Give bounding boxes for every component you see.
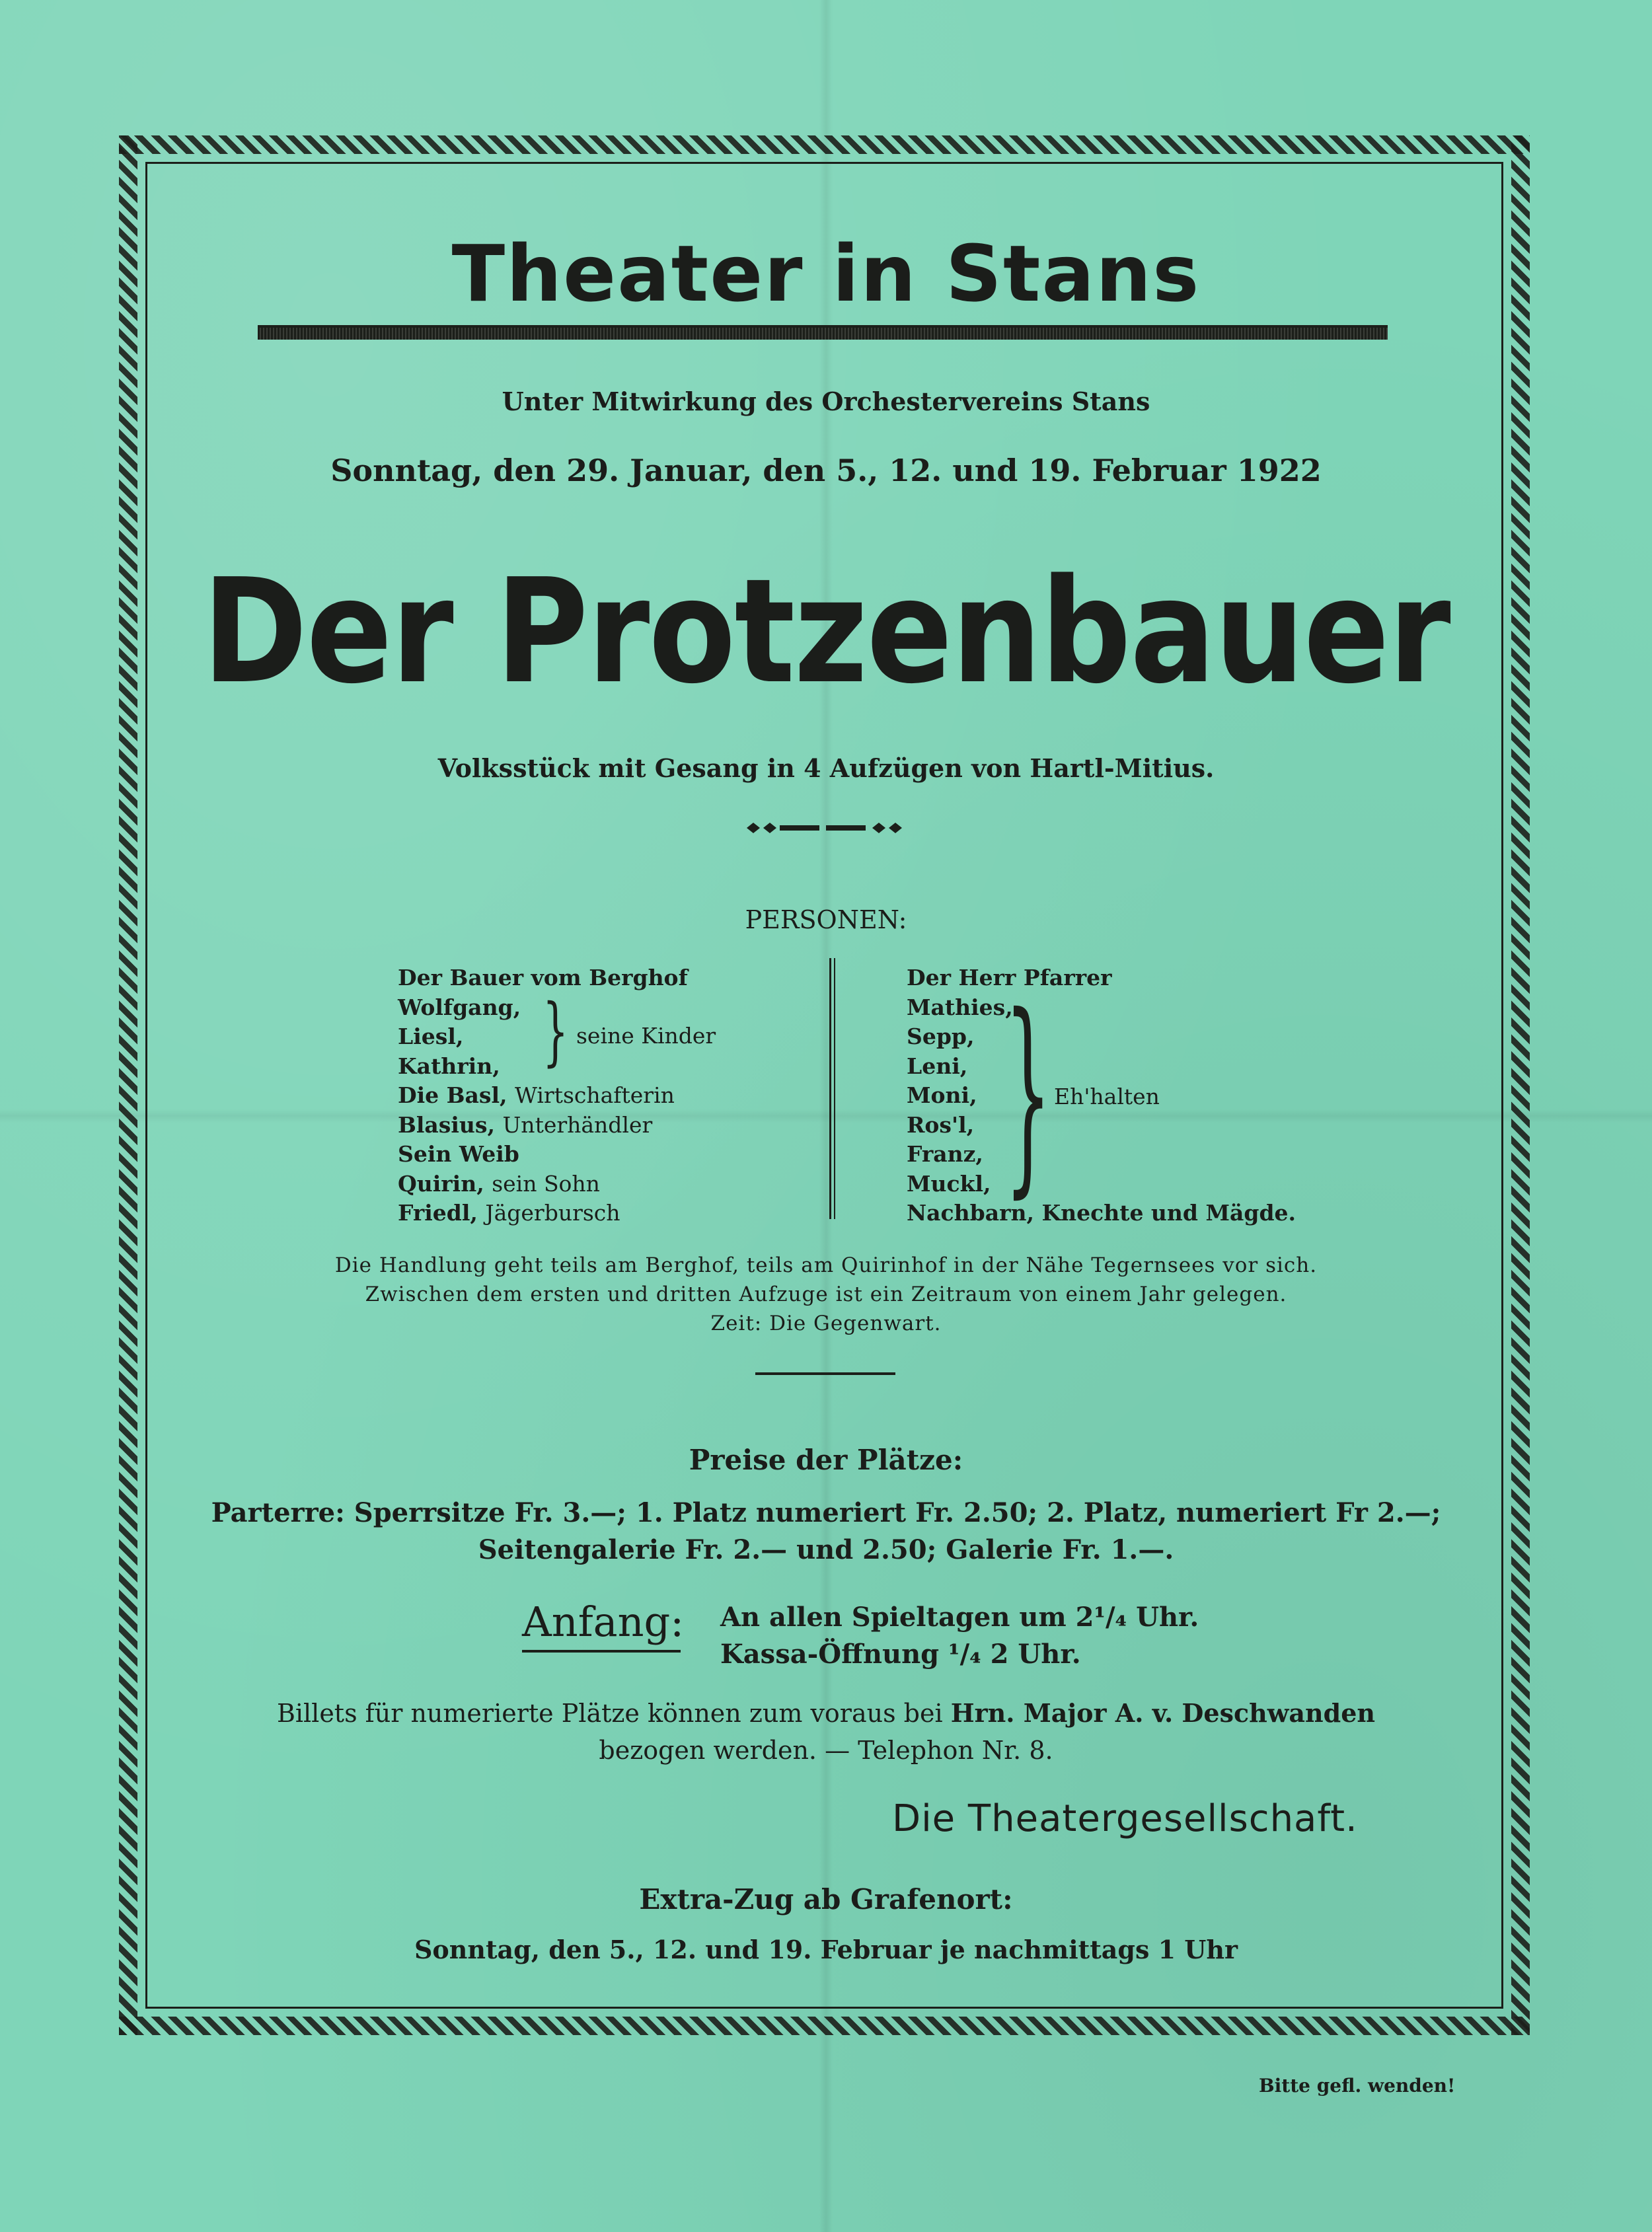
cast-name: Wolfgang, <box>398 994 521 1020</box>
cast-heading: PERSONEN: <box>745 905 907 934</box>
cast-name: Der Bauer vom Berghof <box>398 965 688 990</box>
cast-row <box>398 1111 688 1140</box>
cast-row: Moni, <box>907 1082 977 1108</box>
cast-name: Sein Weib <box>398 1141 519 1167</box>
brace-kinder: } <box>543 988 569 1074</box>
signature: Die Theatergesellschaft. <box>892 1797 1358 1840</box>
cast-row <box>398 1170 688 1199</box>
cast-name: Blasius, <box>398 1111 495 1138</box>
cast-name: Kathrin, <box>398 1053 500 1079</box>
theater-title: Theater in Stans <box>451 228 1201 319</box>
price-line: Seitengalerie Fr. 2.— und 2.50; Galerie Fr. 1.—. <box>478 1534 1174 1565</box>
section-rule <box>755 1372 895 1375</box>
cast-role: Wirtschafterin <box>515 1082 675 1108</box>
title-rule <box>258 325 1388 340</box>
cast-divider-2 <box>834 958 835 1219</box>
setting-line: Die Handlung geht teils am Berghof, teils am Quirinhof in der Nähe Tegernsees vor sich. <box>334 1253 1318 1277</box>
price-line: Parterre: Sperrsitze Fr. 3.—; 1. Platz numeriert Fr. 2.50; 2. Platz, numeriert Fr 2.—; <box>211 1497 1441 1528</box>
brace-ehhalten: } <box>1004 971 1052 1216</box>
setting-line: Zeit: Die Gegenwart. <box>710 1312 942 1335</box>
cast-row <box>398 1081 688 1111</box>
cast-row: Sepp, <box>907 1023 975 1049</box>
ornament-divider <box>743 818 909 838</box>
cast-row: Nachbarn, Knechte und Mägde. <box>907 1200 1296 1226</box>
cast-role: sein Sohn <box>492 1170 600 1197</box>
border-top <box>119 135 1530 154</box>
setting-line: Zwischen dem ersten und dritten Aufzuge ist ein Zeitraum von einem Jahr gelegen. <box>365 1283 1287 1306</box>
ticket-text: Billets für numerierte Plätze können zum voraus bei <box>276 1699 951 1728</box>
cast-row: Leni, <box>907 1053 968 1079</box>
play-genre: Volksstück mit Gesang in 4 Aufzügen von Hartl-Mitius. <box>437 753 1215 783</box>
start-line: Kassa-Öffnung ¹/₄ 2 Uhr. <box>720 1639 1081 1670</box>
train-title: Extra-Zug ab Grafenort: <box>639 1883 1013 1916</box>
cast-name: Quirin, <box>398 1170 484 1197</box>
performance-dates: Sonntag, den 29. Januar, den 5., 12. und 19. Februar 1922 <box>330 453 1322 488</box>
cast-row: Mathies, <box>907 994 1013 1020</box>
start-info <box>720 1599 1199 1673</box>
ticket-line <box>0 1695 1652 1732</box>
train-info: Sonntag, den 5., 12. und 19. Februar je nachmittags 1 Uhr <box>414 1935 1238 1964</box>
cast-row <box>398 1199 688 1228</box>
group-label-ehhalten: Eh'halten <box>1054 1084 1160 1109</box>
cast-row: Der Herr Pfarrer <box>907 965 1112 990</box>
start-underline <box>522 1650 681 1653</box>
turn-over-note: Bitte gefl. wenden! <box>1259 2075 1456 2097</box>
cast-divider <box>829 958 831 1219</box>
cast-name: Liesl, <box>398 1023 464 1049</box>
play-title: Der Protzenbauer <box>202 548 1450 716</box>
cast-name: Die Basl, <box>398 1082 507 1108</box>
cast-row: Muckl, <box>907 1170 991 1197</box>
prices-list <box>0 1495 1652 1569</box>
cast-row: Ros'l, <box>907 1111 975 1138</box>
cast-row: Franz, <box>907 1141 983 1167</box>
orchestra-note: Unter Mitwirkung des Orchestervereins Stans <box>502 387 1150 416</box>
start-line: An allen Spieltagen um 2¹/₄ Uhr. <box>720 1602 1199 1633</box>
cast-role: Unterhändler <box>502 1111 653 1138</box>
ticket-info <box>0 1695 1652 1769</box>
prices-title: Preise der Plätze: <box>689 1444 963 1476</box>
border-bottom <box>119 2017 1530 2035</box>
cast-name: Friedl, <box>398 1200 478 1226</box>
ticket-line: bezogen werden. — Telephon Nr. 8. <box>599 1736 1053 1765</box>
group-label-kinder: seine Kinder <box>576 1023 716 1049</box>
start-label: Anfang: <box>522 1598 685 1646</box>
ticket-seller: Hrn. Major A. v. Deschwanden <box>950 1698 1376 1728</box>
setting-note <box>0 1251 1652 1338</box>
cast-row <box>398 1140 688 1170</box>
cast-role: Jägerbursch <box>485 1200 620 1226</box>
